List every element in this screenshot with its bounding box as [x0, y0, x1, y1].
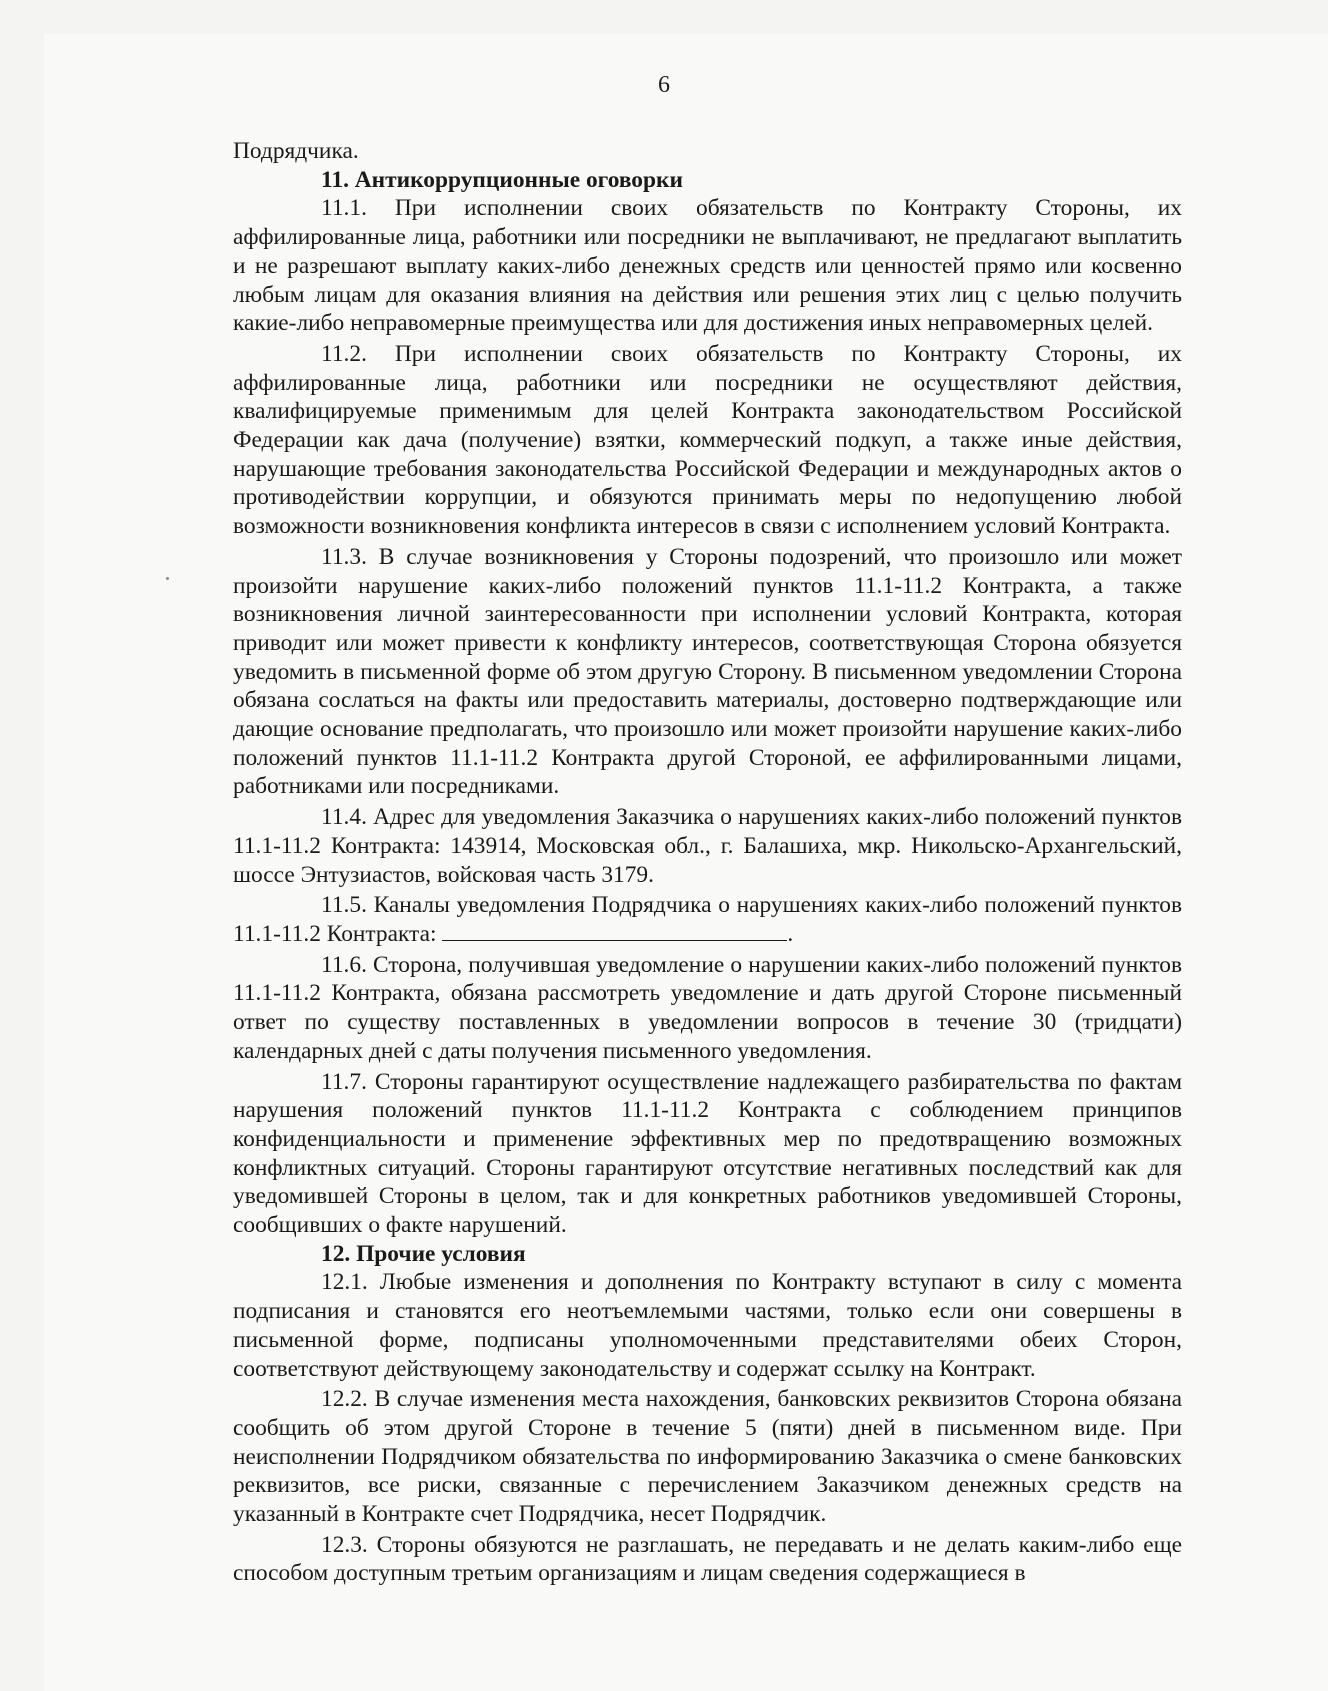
section-11-heading: 11. Антикоррупционные оговорки	[321, 166, 683, 193]
clause-12-2: 12.2. В случае изменения места нахождения, банковских реквизитов Сторона обязана сообщить об этом другой Стороне в течение 5 (пяти) дней в письменном виде. При неисполнении Подрядчиком обязательства по информированию Заказчика о смене банковских реквизитов, все риски, связанные с перечислением Заказчиком денежных средств на указанный в Контракте счет Подрядчика, несет Подрядчик.	[233, 1386, 1182, 1528]
clause-11-5-end: .	[787, 920, 794, 947]
clause-12-1: 12.1. Любые изменения и дополнения по Контракту вступают в силу с момента подписания и становятся его неотъемлемыми частями, только если они совершены в письменной форме, подписаны уполномоченными представителями обеих Сторон, соответствуют действующему законодательству и содержат ссылку на Контракт.	[233, 1269, 1182, 1382]
clause-11-2: 11.2. При исполнении своих обязательств по Контракту Стороны, их аффилированные лица, работники или посредники не осуществляют действия, квалифицируемые применимым для целей Контракта законодательством Российской Федерации как дача (получение) взятки, коммерческий подкуп, а также иные действия, нарушающие требования законодательства Российской Федерации и международных актов о противодействии коррупции, и обязуются принимать меры по недопущению любой возможности возникновения конфликта интересов в связи с исполнением условий Контракта.	[233, 340, 1182, 540]
scan-speck	[166, 577, 169, 580]
clause-11-7: 11.7. Стороны гарантируют осуществление надлежащего разбирательства по фактам нарушения положений пунктов 11.1-11.2 Контракта с соблюдением принципов конфиденциальности и применение эффективных мер по предотвращению возможных конфликтных ситуаций. Стороны гарантируют отсутствие негативных последствий как для уведомившей Стороны в целом, так и для конкретных работников уведомившей Стороны, сообщивших о факте нарушений.	[233, 1068, 1182, 1239]
clause-11-5	[233, 891, 1182, 948]
clause-12-3: 12.3. Стороны обязуются не разглашать, не передавать и не делать каким-либо еще способом доступным третьим организациям и лицам сведения содержащиеся в	[233, 1531, 1182, 1587]
clause-11-6: 11.6. Сторона, получившая уведомление о нарушении каких-либо положений пунктов 11.1-11.2 Контракта, обязана рассмотреть уведомление и дать другой Стороне письменный ответ по существу поставленных в уведомлении вопросов в течение 30 (тридцати) календарных дней с даты получения письменного уведомления.	[233, 951, 1182, 1064]
document-body	[233, 137, 1182, 1588]
clause-11-3: 11.3. В случае возникновения у Стороны подозрений, что произошло или может произойти нарушение каких-либо положений пунктов 11.1-11.2 Контракта, а также возникновения личной заинтересованности при исполнении условий Контракта, которая приводит или может привести к конфликту интересов, соответствующая Сторона обязуется уведомить в письменной форме об этом другую Сторону. В письменном уведомлении Сторона обязана сослаться на факты или предоставить материалы, достоверно подтверждающие или дающие основание предполагать, что произошло или может произойти нарушение каких-либо положений пунктов 11.1-11.2 Контракта другой Стороной, ее аффилированными лицами, работниками или посредниками.	[233, 543, 1182, 800]
section-12-heading: 12. Прочие условия	[321, 1240, 526, 1267]
clause-11-1: 11.1. При исполнении своих обязательств по Контракту Стороны, их аффилированные лица, работники или посредники не выплачивают, не предлагают выплатить и не разрешают выплату каких-либо денежных средств или ценностей прямо или косвенно любым лицам для оказания влияния на действия или решения этих лиц с целью получить какие-либо неправомерные преимущества или для достижения иных неправомерных целей.	[233, 195, 1182, 337]
lead-text: Подрядчика.	[233, 138, 359, 164]
page-number: 6	[658, 72, 670, 98]
clause-11-4: 11.4. Адрес для уведомления Заказчика о нарушениях каких-либо положений пунктов 11.1-11.2 Контракта: 143914, Московская обл., г. Балашиха, мкр. Никольско-Архангельский, шоссе Энтузиастов, войсковая часть 3179.	[233, 804, 1182, 888]
blank-field-line	[442, 920, 787, 941]
clause-11-5-text: 11.5. Каналы уведомления Подрядчика о нарушениях каких-либо положений пунктов 11.1-11.2 Контракта:	[233, 892, 1182, 947]
